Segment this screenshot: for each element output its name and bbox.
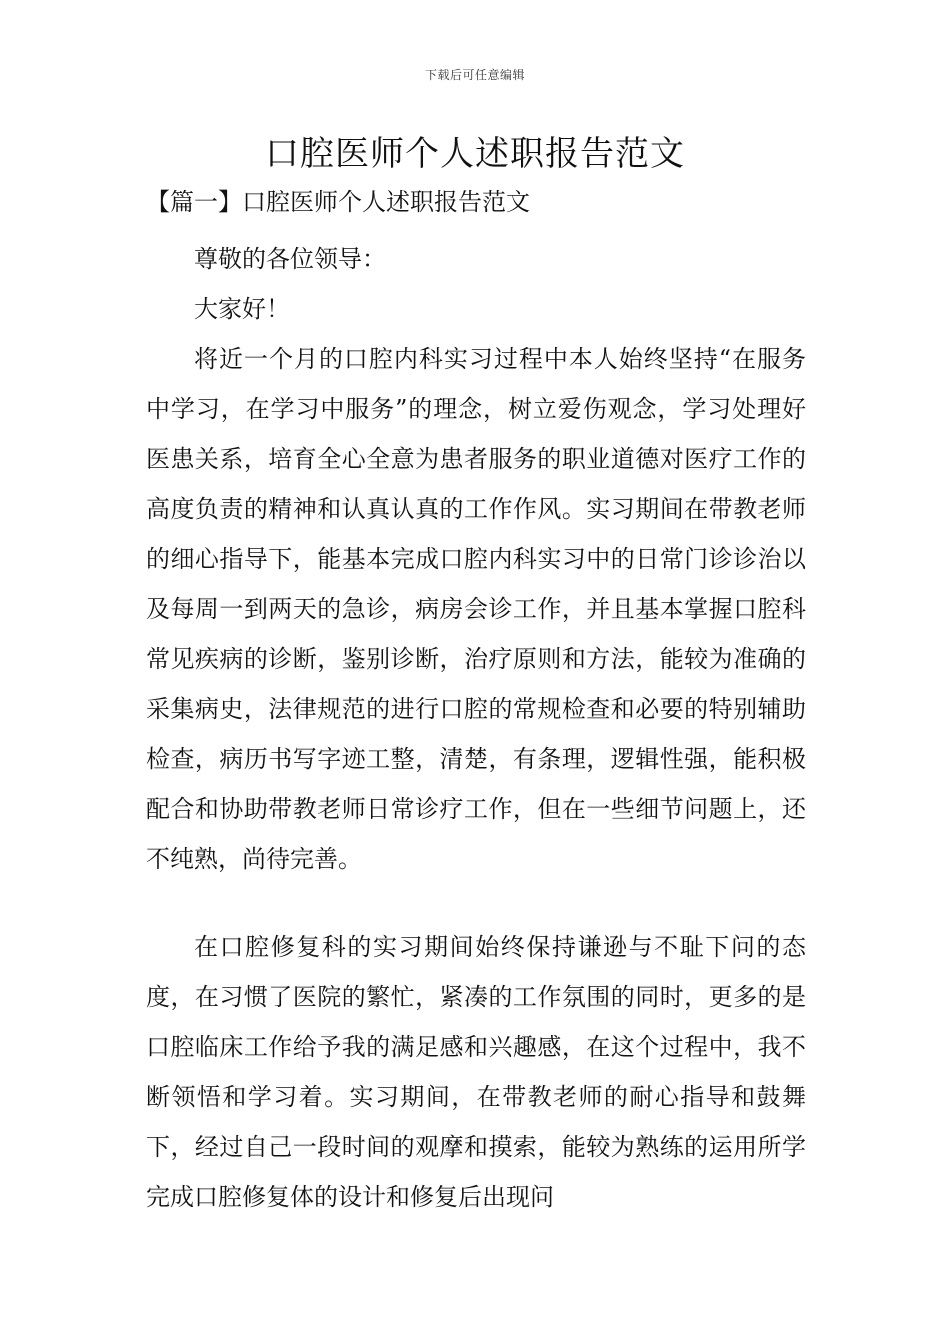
section-heading: 【篇一】口腔医师个人述职报告范文 [146,188,530,216]
document-title: 口腔医师个人述职报告范文 [265,134,685,174]
body-paragraph: 将近一个月的口腔内科实习过程中本人始终坚持“在服务中学习，在学习中服务”的理念，树立爱伤观念，学习处理好医患关系，培育全心全意为患者服务的职业道德对医疗工作的高度负责的精神和认真认真的工作作风。实习期间在带教老师的细心指导下，能基本完成口腔内科实习中的日常门诊诊治以及每周一到两天的急诊，病房会诊工作，并且基本掌握口腔科常见疾病的诊断，鉴别诊断，治疗原则和方法，能较为准确的采集病史，法律规范的进行口腔的常规检查和必要的特别辅助检查，病历书写字迹工整，清楚，有条理，逻辑性强，能积极配合和协助带教老师日常诊疗工作，但在一些细节问题上，还不纯熟，尚待完善。 [146,345,806,873]
greeting: 大家好！ [194,295,290,323]
body-paragraph: 在口腔修复科的实习期间始终保持谦逊与不耻下问的态度，在习惯了医院的繁忙，紧凑的工作氛围的同时，更多的是口腔临床工作给予我的满足感和兴趣感，在这个过程中，我不断领悟和学习着。实习期间，在带教老师的耐心指导和鼓舞下，经过自己一段时间的观摩和摸索，能较为熟练的运用所学完成口腔修复体的设计和修复后出现问 [146,933,806,1211]
salutation: 尊敬的各位领导： [194,245,386,273]
page-header-note: 下载后可任意编辑 [424,68,525,82]
